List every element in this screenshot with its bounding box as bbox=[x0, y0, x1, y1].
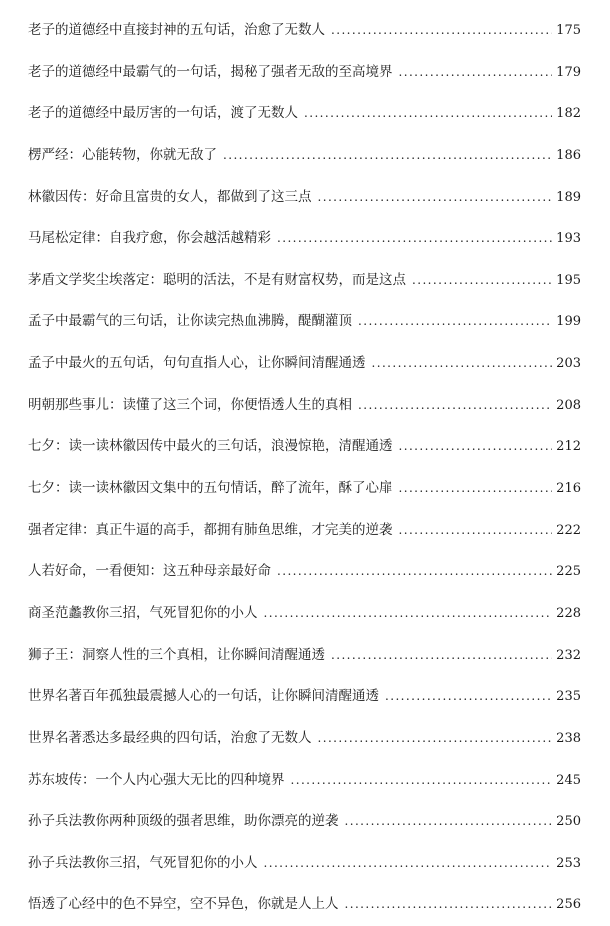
toc-entry-page-number: 225 bbox=[556, 564, 581, 580]
toc-entry[interactable] bbox=[28, 884, 581, 926]
toc-entry-page-number: 193 bbox=[556, 231, 581, 247]
toc-entry-title: 林徽因传：好命且富贵的女人，都做到了这三点 bbox=[28, 188, 312, 205]
toc-entry-title: 茅盾文学奖尘埃落定：聪明的活法，不是有财富权势，而是这点 bbox=[28, 271, 406, 288]
toc-entry[interactable] bbox=[28, 843, 581, 885]
toc-entry-page-number: 253 bbox=[556, 855, 581, 871]
toc-dot-leader bbox=[345, 884, 553, 926]
toc-entry-page-number: 222 bbox=[556, 522, 581, 538]
toc-entry[interactable] bbox=[28, 510, 581, 552]
toc-entry-title: 七夕：读一读林徽因传中最火的三句话，浪漫惊艳，清醒通透 bbox=[28, 438, 393, 455]
toc-dot-leader bbox=[264, 593, 553, 635]
toc-dot-leader bbox=[399, 426, 553, 468]
toc-entry[interactable] bbox=[28, 385, 581, 427]
toc-dot-leader bbox=[372, 343, 553, 385]
toc-entry-title: 悟透了心经中的色不异空，空不异色，你就是人上人 bbox=[28, 896, 339, 913]
toc-entry[interactable] bbox=[28, 593, 581, 635]
toc-entry-page-number: 216 bbox=[556, 481, 581, 497]
toc-entry-title: 老子的道德经中直接封神的五句话，治愈了无数人 bbox=[28, 22, 325, 38]
toc-entry[interactable] bbox=[28, 426, 581, 468]
toc-dot-leader bbox=[318, 177, 553, 219]
table-of-contents bbox=[28, 10, 581, 926]
toc-entry-page-number: 235 bbox=[556, 689, 581, 705]
toc-entry[interactable] bbox=[28, 635, 581, 677]
toc-dot-leader bbox=[399, 510, 553, 552]
toc-dot-leader bbox=[318, 718, 553, 760]
toc-entry-page-number: 228 bbox=[556, 605, 581, 621]
toc-entry[interactable] bbox=[28, 10, 581, 52]
toc-entry[interactable] bbox=[28, 301, 581, 343]
toc-entry[interactable] bbox=[28, 801, 581, 843]
toc-dot-leader bbox=[358, 385, 552, 427]
toc-entry-page-number: 232 bbox=[556, 647, 581, 663]
toc-entry[interactable] bbox=[28, 676, 581, 718]
toc-entry[interactable] bbox=[28, 218, 581, 260]
toc-entry[interactable] bbox=[28, 468, 581, 510]
toc-entry-page-number: 186 bbox=[556, 147, 581, 163]
toc-dot-leader bbox=[331, 10, 552, 52]
toc-entry-page-number: 203 bbox=[556, 356, 581, 372]
toc-entry-title: 老子的道德经中最霸气的一句话，揭秘了强者无敌的至高境界 bbox=[28, 63, 393, 80]
toc-entry[interactable] bbox=[28, 52, 581, 94]
toc-entry-title: 世界名著百年孤独最震撼人心的一句话，让你瞬间清醒通透 bbox=[28, 688, 379, 705]
toc-entry-title: 强者定律：真正牛逼的高手，都拥有肺鱼思维，才完美的逆袭 bbox=[28, 521, 393, 538]
toc-dot-leader bbox=[399, 468, 553, 510]
toc-entry[interactable] bbox=[28, 343, 581, 385]
toc-dot-leader bbox=[399, 52, 553, 94]
toc-entry-title: 孟子中最霸气的三句话，让你读完热血沸腾，醍醐灌顶 bbox=[28, 313, 352, 330]
toc-entry-page-number: 182 bbox=[556, 106, 581, 122]
toc-entry-title: 人若好命，一看便知：这五种母亲最好命 bbox=[28, 563, 271, 580]
toc-entry-title: 楞严经：心能转物，你就无敌了 bbox=[28, 146, 217, 163]
toc-entry-page-number: 245 bbox=[556, 772, 581, 788]
toc-entry[interactable] bbox=[28, 551, 581, 593]
toc-entry-page-number: 199 bbox=[556, 314, 581, 330]
toc-entry-title: 明朝那些事儿：读懂了这三个词，你便悟透人生的真相 bbox=[28, 396, 352, 413]
toc-dot-leader bbox=[277, 218, 552, 260]
toc-dot-leader bbox=[331, 635, 552, 677]
toc-entry-title: 世界名著悉达多最经典的四句话，治愈了无数人 bbox=[28, 729, 312, 746]
toc-entry[interactable] bbox=[28, 718, 581, 760]
toc-entry-page-number: 179 bbox=[556, 64, 581, 80]
toc-entry-title: 苏东坡传：一个人内心强大无比的四种境界 bbox=[28, 771, 285, 788]
toc-entry-page-number: 189 bbox=[556, 189, 581, 205]
toc-dot-leader bbox=[291, 760, 553, 802]
toc-dot-leader bbox=[304, 93, 552, 135]
toc-entry-page-number: 250 bbox=[556, 814, 581, 830]
toc-dot-leader bbox=[412, 260, 552, 302]
toc-dot-leader bbox=[277, 551, 552, 593]
toc-entry-title: 孙子兵法教你三招，气死冒犯你的小人 bbox=[28, 854, 258, 871]
toc-entry[interactable] bbox=[28, 760, 581, 802]
toc-entry-title: 孟子中最火的五句话，句句直指人心，让你瞬间清醒通透 bbox=[28, 355, 366, 372]
toc-entry-page-number: 195 bbox=[556, 272, 581, 288]
toc-entry-page-number: 238 bbox=[556, 730, 581, 746]
toc-entry[interactable] bbox=[28, 93, 581, 135]
toc-entry-title: 七夕：读一读林徽因文集中的五句情话，醉了流年，酥了心扉 bbox=[28, 480, 393, 497]
toc-entry-page-number: 175 bbox=[556, 23, 581, 38]
toc-entry[interactable] bbox=[28, 177, 581, 219]
toc-entry-title: 老子的道德经中最厉害的一句话，渡了无数人 bbox=[28, 105, 298, 122]
toc-dot-leader bbox=[223, 135, 552, 177]
toc-dot-leader bbox=[358, 301, 552, 343]
toc-entry-title: 商圣范蠡教你三招，气死冒犯你的小人 bbox=[28, 604, 258, 621]
toc-dot-leader bbox=[345, 801, 553, 843]
toc-dot-leader bbox=[385, 676, 552, 718]
toc-entry-title: 狮子王：洞察人性的三个真相，让你瞬间清醒通透 bbox=[28, 646, 325, 663]
toc-entry[interactable] bbox=[28, 260, 581, 302]
toc-entry-page-number: 208 bbox=[556, 397, 581, 413]
toc-entry-page-number: 212 bbox=[556, 439, 581, 455]
toc-entry[interactable] bbox=[28, 135, 581, 177]
toc-entry-title: 孙子兵法教你两种顶级的强者思维，助你漂亮的逆袭 bbox=[28, 813, 339, 830]
toc-entry-page-number: 256 bbox=[556, 897, 581, 913]
toc-entry-title: 马尾松定律：自我疗愈，你会越活越精彩 bbox=[28, 230, 271, 247]
toc-dot-leader bbox=[264, 843, 553, 885]
